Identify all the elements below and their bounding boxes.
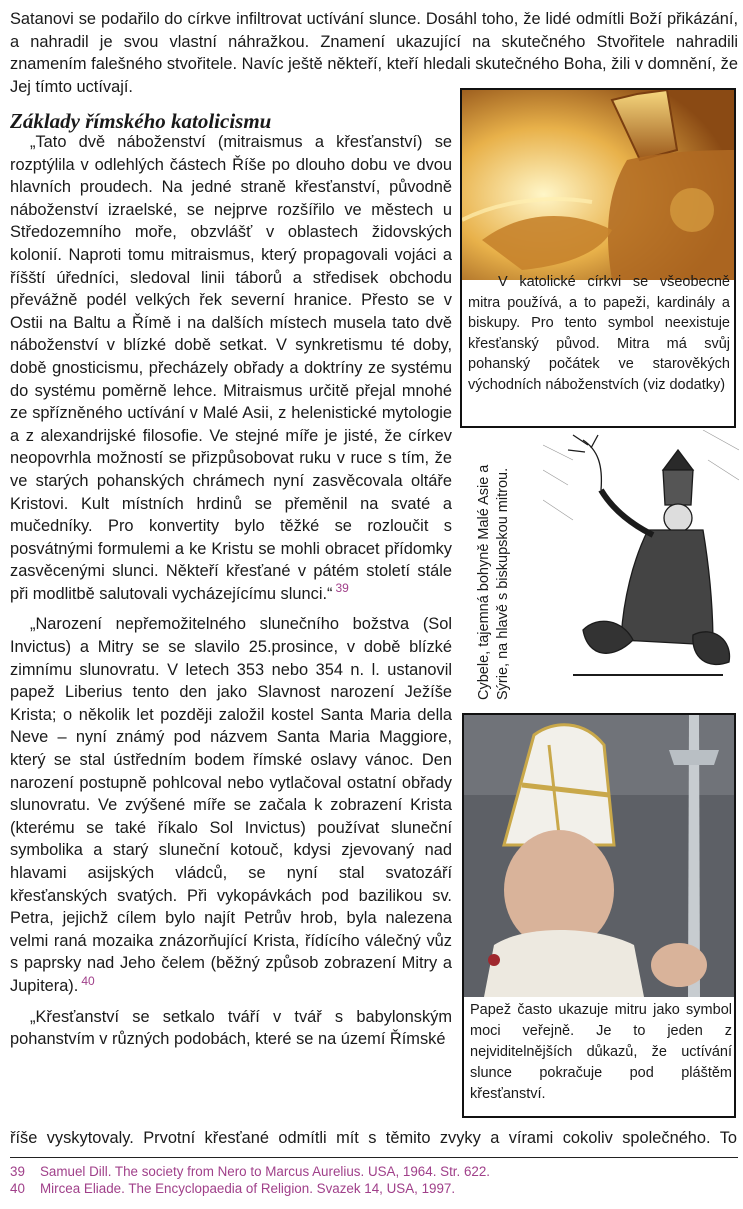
cybele-engraving-illustration	[543, 430, 739, 695]
footnotes	[10, 1163, 738, 1197]
footnote-39	[10, 1163, 738, 1180]
golden-mitre-image	[462, 90, 734, 280]
paragraph-3-text: „Křesťanství se setkalo tváří v tvář s babylonským pohanstvím v různých podobách, které se na území Římské	[10, 1007, 452, 1049]
mitre-figure	[460, 88, 736, 428]
body-column	[10, 131, 452, 1051]
cybele-engraving-image	[543, 430, 739, 695]
footnote-ref-40[interactable]: 40	[81, 973, 95, 988]
pope-caption: Papež často ukazuje mitru jako symbol moci veřejně. Je to jeden z nejviditelnějších důkazů, že uctívání slunce pokračuje pod pláštěm křesťanství.	[470, 1002, 732, 1102]
footnote-text: Samuel Dill. The society from Nero to Marcus Aurelius. USA, 1964. Str. 622.	[40, 1164, 491, 1179]
body-paragraph-3	[10, 1006, 452, 1051]
pope-photo-illustration	[464, 715, 734, 997]
footnote-number: 40	[10, 1181, 25, 1196]
mitre-caption-text: V katolické církvi se všeobecně mitra používá, a to papeži, kardinály a biskupy. Pro tento symbol neexistuje křesťanský původ. Mitra má svůj pohanský počátek ve starověkých východních náboženstvích (viz dodatky)	[468, 274, 730, 393]
footnote-divider	[10, 1157, 738, 1158]
cybele-caption-box	[475, 430, 533, 700]
body-paragraph-3-continuation: říše vyskytovaly. Prvotní křesťané odmítli mít s těmito zvyky a vírami cokoliv společného. To	[10, 1129, 737, 1147]
pope-figure	[462, 713, 736, 1118]
body-paragraph-2	[10, 613, 452, 997]
footnote-40	[10, 1180, 738, 1197]
golden-mitre-illustration	[462, 90, 734, 280]
footnote-text: Mircea Eliade. The Encyclopaedia of Religion. Svazek 14, USA, 1997.	[40, 1181, 456, 1196]
pope-photo-image	[464, 715, 734, 997]
mitre-caption	[468, 272, 730, 395]
paragraph-1-text: „Tato dvě náboženství (mitraismus a křesťanství) se rozptýlila v odlehlých částech Říše po dlouho dobu ve dvou hlavních proudech. Na jedné straně křesťanství, původně náboženství izraelské, se nejprve rozšířilo ve městech u Středozemního moře, obzvlášť v oblastech židovských kolonií. Naproti tomu mitraismus, který propagovali vojáci a říšští úředníci, sledoval linii táborů a středisek obchodu převážně podél velkých řek severní hranice. Přesto se v Ostii na Baltu a Římě i na dalších místech musela tato dvě náboženství v blízké době setkat. V synkretismu té doby, době gnosticismu, přecházely obřady a doktríny ze systému do systému poměrně lehce. Mitraismus určitě přejal mnohé ze spřízněného uctívání v Malé Asii, z helenistické mytologie a z alexandrijské filosofie. Ve stejné míře je jisté, že církev neopovrhla možností se přizpůsobovat ruku v ruce s tím, že ve starých pohanských chrámech nyní zasvěcovala oltáře Kristovi. Kult místních hrdinů se přeměnil na svaté a mučedníky. Pro konvertity bylo těžké se rozloučit s posvátnými formulemi a ke Kristu se mohli obracet přídomky zasvěcenými slunci. Někteří křesťané v pátém století stále při modlitbě salutovali vycházejícímu slunci.“	[10, 133, 452, 603]
body-paragraph-1	[10, 131, 452, 605]
paragraph-2-text: „Narození nepřemožitelného slunečního božstva (Sol Invictus) a Mitry se se slavilo 25.prosince, v době blízké zimnímu slunovratu. V letech 353 nebo 354 n. l. ustanovil papež Liberius tento den jako Slavnost narození Ježíše Krista; o několik let později založil kostel Santa Maria della Neve – nyní známý pod názvem Santa Maria Maggiore, který se stal ústředním bodem římské oslavy vánoc. Den narození postupně pohlcoval nebo vytlačoval ostatní obřady slunovratu. Ve zvýšené míře se začala k zobrazení Krista (kterému se také říkalo Sol Invictus) používat sluneční symbolika a starý sluneční kotouč, kdysi zjevovaný nad hlavami asijských vládců, se nyní stal svatozáří křesťanských svatých. Při vykopávkách pod bazilikou sv. Petra, jejichž cílem bylo najít Petrův hrob, byla nalezena velmi raná mozaika znázorňující Krista, řídícího válečný vůz s paprsky nad Jeho čelem (běžný způsob zobrazení Mitry a Jupitera).	[10, 615, 452, 995]
section-heading: Základy římského katolicismu	[10, 109, 272, 133]
footnote-ref-39[interactable]: 39	[335, 581, 349, 596]
cybele-caption: Cybele, tajemná bohyně Malé Asie a Sýrie, na hlavě s biskupskou mitrou.	[476, 464, 511, 700]
intro-paragraph: Satanovi se podařilo do církve infiltrovat uctívání slunce. Dosáhl toho, že lidé odmítli Boží přikázání, a nahradil je svou vlastní náhražkou. Znamení ukazující na skutečného Stvořitele nahradili znamením falešného stvořitele. Navíc ještě někteří, kteří hledali skutečného Boha, žili v domnění, že Jej tímto uctívají.	[10, 10, 738, 96]
footnote-number: 39	[10, 1164, 25, 1179]
